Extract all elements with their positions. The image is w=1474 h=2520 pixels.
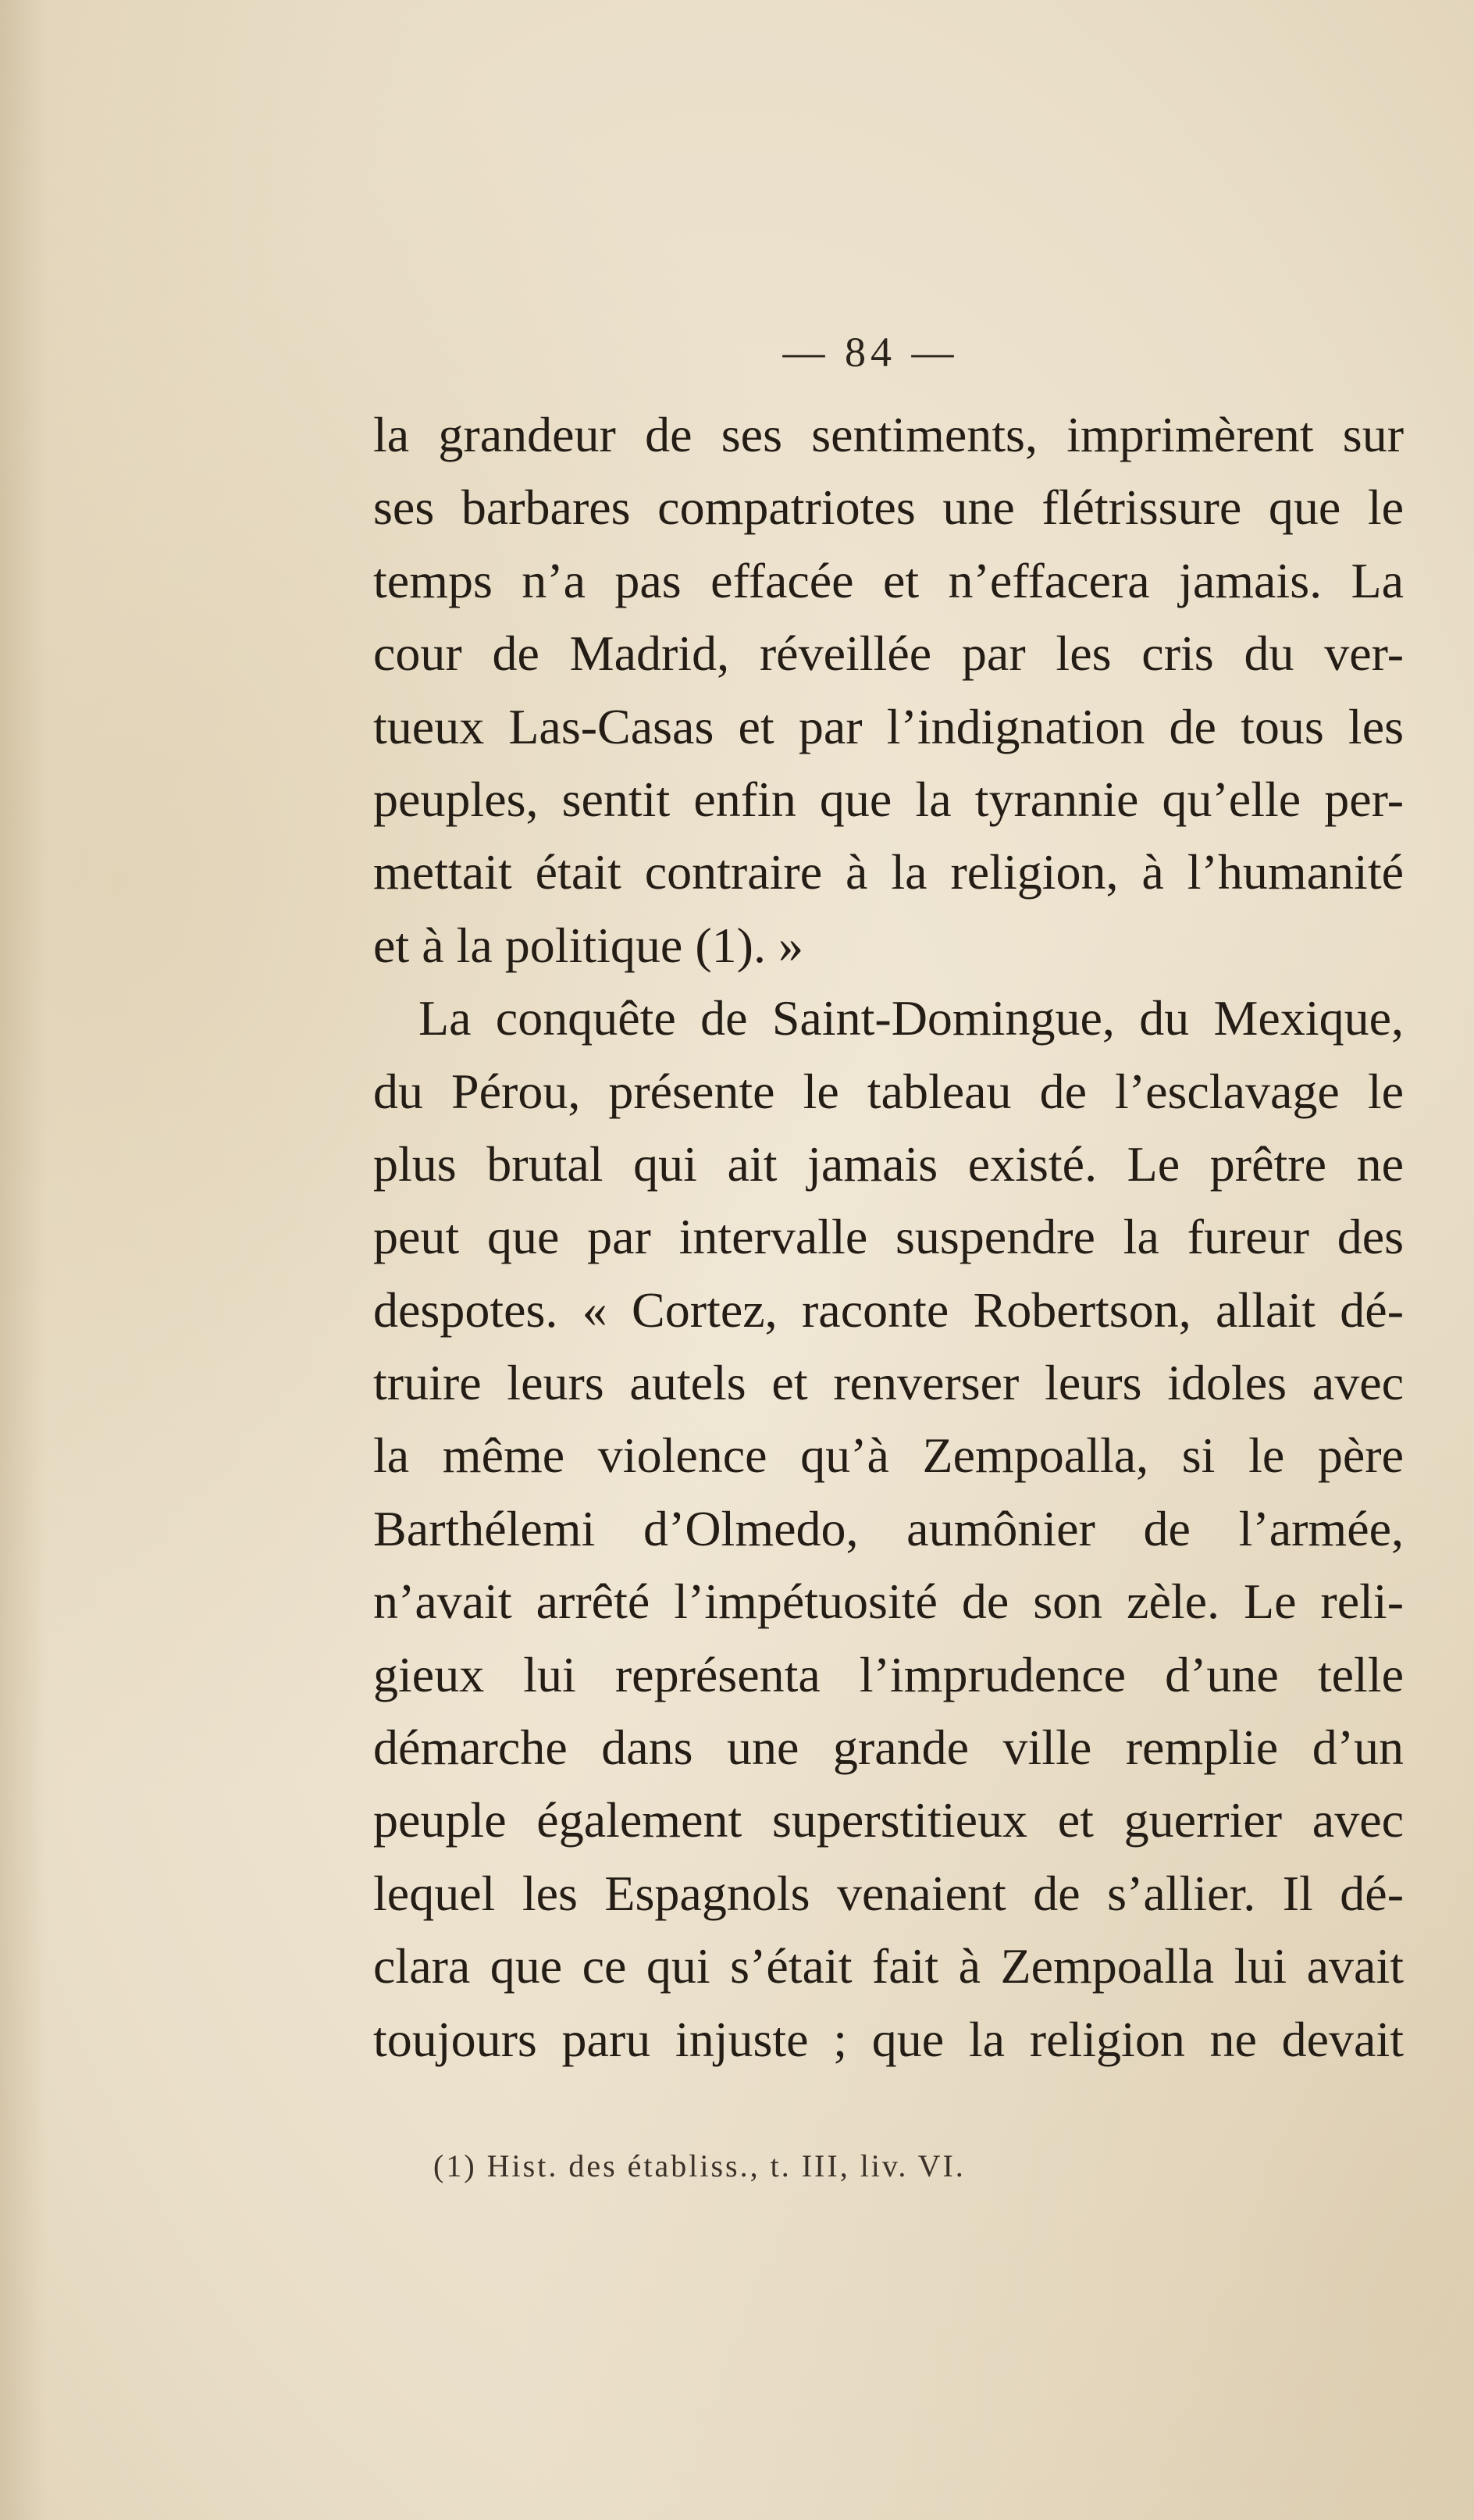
text-line: cour de Madrid, réveillée par les cris du ver- bbox=[373, 626, 1404, 682]
page-number: — 84 — bbox=[782, 329, 959, 376]
text-line: temps n’a pas effacée et n’effacera jamais. La bbox=[373, 552, 1404, 608]
text-line: n’avait arrêté l’impétuosité de son zèle. Le reli- bbox=[373, 1574, 1404, 1630]
page-gutter-shadow bbox=[0, 0, 47, 2520]
body-text bbox=[373, 398, 1404, 2076]
paragraph-start-line: La conquête de Saint-Domingue, du Mexique, bbox=[418, 990, 1404, 1046]
footnote: (1) Hist. des établiss., t. III, liv. VI. bbox=[433, 2148, 966, 2183]
text-line: plus brutal qui ait jamais existé. Le prêtre ne bbox=[373, 1135, 1404, 1192]
text-line: tueux Las-Casas et par l’indignation de tous les bbox=[373, 698, 1404, 754]
text-line: toujours paru injuste ; que la religion ne devait bbox=[373, 2011, 1404, 2067]
text-line: Barthélemi d’Olmedo, aumônier de l’armée, bbox=[373, 1500, 1404, 1556]
text-line: ses barbares compatriotes une flétrissure que le bbox=[373, 479, 1404, 536]
text-line: et à la politique (1). » bbox=[373, 917, 803, 973]
text-line: mettait était contraire à la religion, à l’humanité bbox=[373, 844, 1404, 900]
text-line: la même violence qu’à Zempoalla, si le père bbox=[373, 1428, 1404, 1484]
text-line: démarche dans une grande ville remplie d’un bbox=[373, 1720, 1404, 1776]
text-line: la grandeur de ses sentiments, imprimèrent sur bbox=[373, 407, 1404, 462]
text-line: peuple également superstitieux et guerrier avec bbox=[373, 1792, 1404, 1848]
text-line: truire leurs autels et renverser leurs idoles avec bbox=[373, 1355, 1404, 1411]
text-line: peuples, sentit enfin que la tyrannie qu’elle per- bbox=[373, 771, 1404, 827]
text-line: du Pérou, présente le tableau de l’esclavage le bbox=[373, 1063, 1404, 1119]
text-line: clara que ce qui s’était fait à Zempoalla lui avait bbox=[373, 1938, 1404, 1994]
text-line: gieux lui représenta l’imprudence d’une telle bbox=[373, 1646, 1404, 1702]
text-line: despotes. « Cortez, raconte Robertson, allait dé- bbox=[373, 1281, 1404, 1338]
text-line: peut que par intervalle suspendre la fureur des bbox=[373, 1209, 1404, 1265]
text-line: lequel les Espagnols venaient de s’allier. Il dé- bbox=[373, 1865, 1404, 1921]
